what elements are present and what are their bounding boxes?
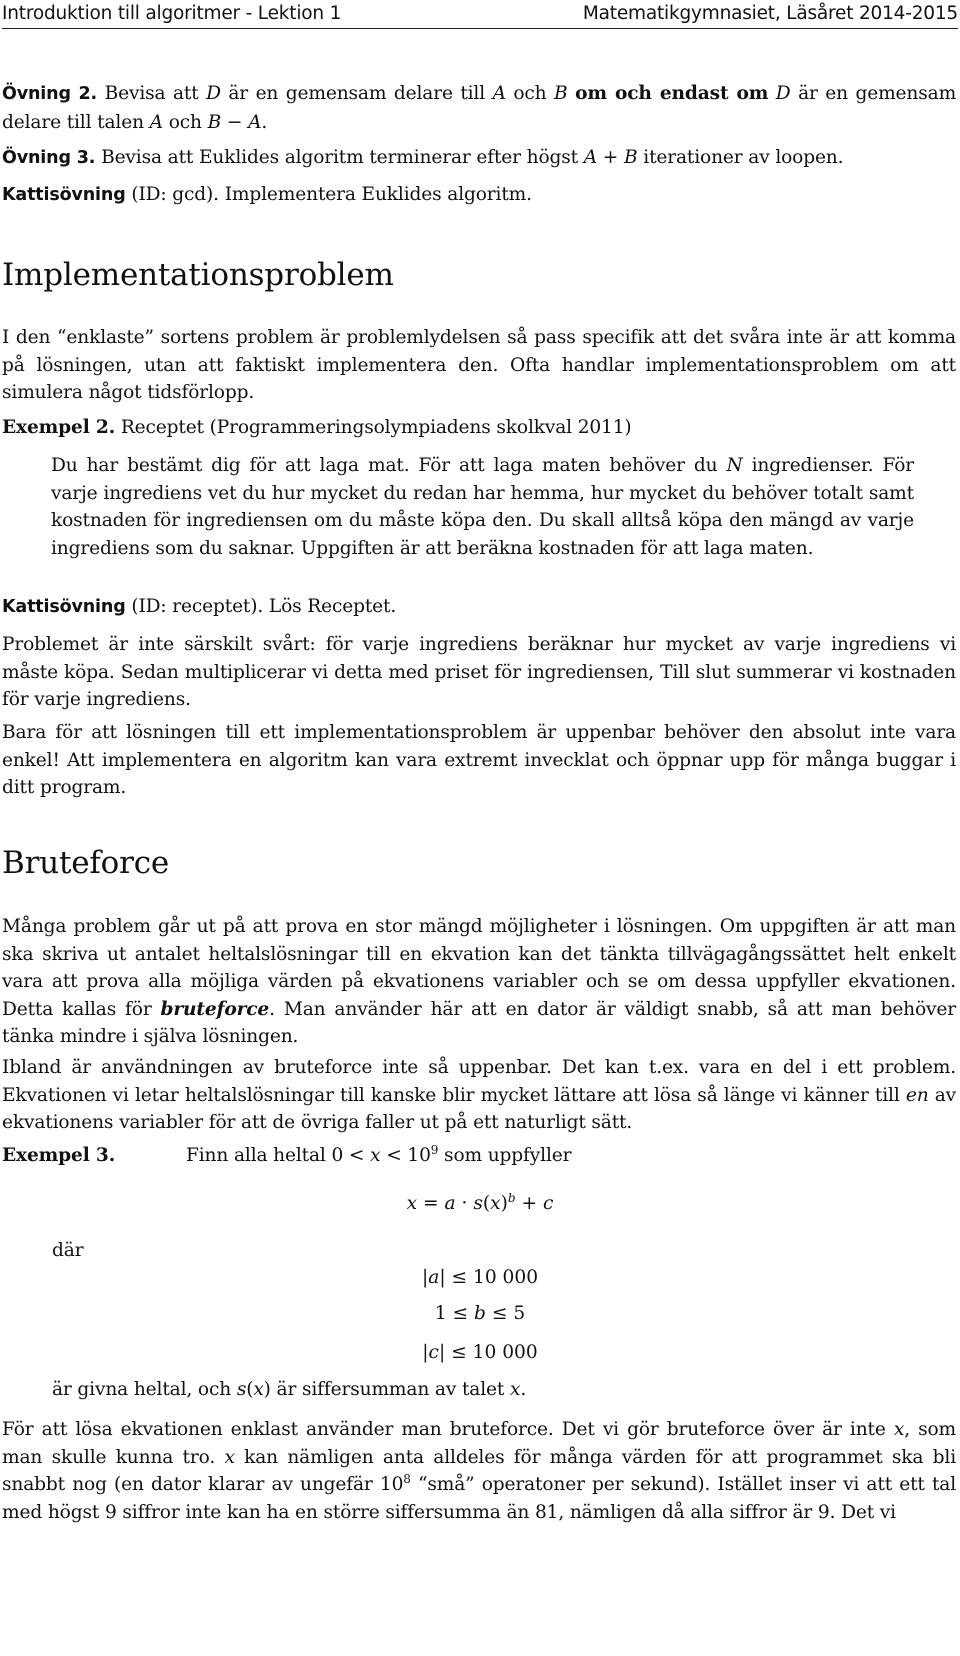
kattis-exercise-gcd: Kattisövning (ID: gcd). Implementera Euklides algoritm.: [2, 184, 532, 205]
receptet-solution-paragraph: Problemet är inte särskilt svårt: för varje ingrediens beräknar hur mycket av varje ingrediens vi måste köpa. Sedan multiplicerar vi detta med priset för ingrediensen, Till slut summerar vi kostnaden för varje ingrediens.: [2, 634, 956, 710]
kattis-id: (ID: gcd).: [131, 184, 219, 205]
exercise-2: Övning 2. Bevisa att D är en gemensam delare till A och B om och endast om D är en gemensam delare till talen A och B − A.: [2, 83, 957, 133]
main-equation: $x = a \cdot s(x)^b + c$: [406, 1190, 554, 1214]
bruteforce-term: bruteforce: [160, 998, 270, 1020]
kattis-label: Kattisövning: [2, 185, 126, 205]
given-integers-note: är givna heltal, och s(x) är siffersumman av talet x.: [52, 1379, 527, 1400]
running-header: [2, 2, 958, 29]
bruteforce-intro-paragraph: Många problem går ut på att prova en stor mängd möjligheter i lösningen. Om uppgiften är att man ska skriva ut antalet heltalslösningar till en ekvation kan det tänkta tillvägagångssättet helt enkelt vara att prova alla möjliga värden på ekvationens variabler och se om dessa uppfyller ekvationen. Detta kallas för bruteforce. Man använder här att en dator är väldigt snabb, så att man behöver tänka mindre i själva lösningen.: [2, 916, 956, 1047]
bruteforce-solution-paragraph: För att lösa ekvationen enklast använder man bruteforce. Det vi gör bruteforce över är inte x, som man skulle kunna tro. x kan nämligen anta alldeles för många värden för att programmet ska bli snabbt nog (en dator klarar av ungefär $10^8$ “små” operatoner per sekund). Istället inser vi att ett tal med högst 9 siffror inte kan ha en större siffersumma än 81, nämligen då alla siffror är 9. Det vi: [2, 1419, 957, 1523]
section-heading-bruteforce: Bruteforce: [2, 845, 170, 881]
exercise-3: Övning 3. Bevisa att Euklides algoritm terminerar efter högst A + B iterationer av loopen.: [2, 147, 844, 168]
example-2-label: Exempel 2.: [2, 417, 116, 438]
where-label: där: [52, 1240, 84, 1261]
example-2-problem-statement: Du har bestämt dig för att laga mat. För att laga maten behöver du N ingredienser. För varje ingrediens vet du hur mycket du redan har hemma, hur mycket du behöver totalt samt kostnaden för ingrediensen om du måste köpa den. Du skall alltså köpa den mängd av varje ingrediens som du saknar. Uppgiften är att beräkna kostnaden för att laga maten.: [51, 455, 915, 559]
kattis-exercise-receptet: Kattisövning (ID: receptet). Lös Receptet.: [2, 596, 397, 617]
implementation-warning-paragraph: Bara för att lösningen till ett implementationsproblem är uppenbar behöver den absolut inte vara enkel! Att implementera en algoritm kan vara extremt invecklat och öppnar upp för många buggar i ditt program.: [2, 722, 956, 798]
kattis-label: Kattisövning: [2, 597, 126, 617]
bruteforce-usage-paragraph: Ibland är användningen av bruteforce inte så uppenbar. Det kan t.ex. vara en del i ett problem. Ekvationen vi letar heltalslösningar till kanske blir mycket lättare att lösa så länge vi känner till en av ekvationens variabler för att de övriga faller ut på ett naturligt sätt.: [2, 1057, 957, 1133]
example-2-title: Receptet (Programmeringsolympiadens skolkval 2011): [120, 417, 632, 438]
example-3-statement: Finn alla heltal $0 < x < 10^9$ som uppfyller: [186, 1142, 572, 1166]
constraint-a: |a| ≤ 10 000: [421, 1267, 539, 1288]
kattis-id: (ID: receptet).: [131, 596, 264, 617]
exercise-2-label: Övning 2.: [2, 84, 98, 104]
exercise-3-label: Övning 3.: [2, 148, 96, 168]
header-school-year: Matematikgymnasiet, Läsåret 2014-2015: [582, 3, 958, 24]
example-2-heading: [2, 414, 956, 442]
constraint-c: |c| ≤ 10 000: [422, 1342, 538, 1363]
example-3-label: Exempel 3.: [2, 1145, 116, 1166]
section-heading-implementation: Implementationsproblem: [2, 257, 394, 293]
implementation-intro-paragraph: I den “enklaste” sortens problem är problemlydelsen så pass specifik att det svåra inte är att komma på lösningen, utan att faktiskt implementera den. Ofta handlar implementationsproblem om att simulera något tidsförlopp.: [2, 327, 956, 403]
constraint-b: 1 ≤ b ≤ 5: [434, 1303, 526, 1324]
header-course-title: Introduktion till algoritmer - Lektion 1: [2, 3, 342, 24]
